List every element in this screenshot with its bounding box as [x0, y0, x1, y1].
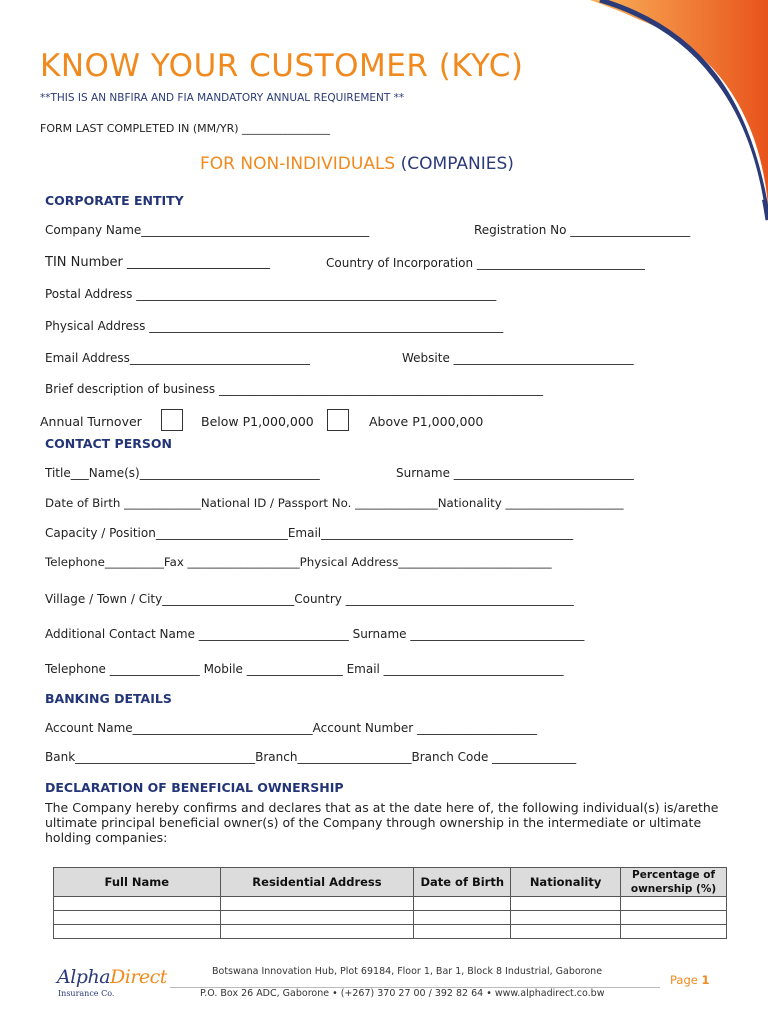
form-last-completed-field[interactable]: FORM LAST COMPLETED IN (MM/YR) ________________: [40, 122, 330, 135]
banking-details-heading: BANKING DETAILS: [45, 691, 172, 706]
alphadirect-logo: [57, 966, 167, 988]
surname-field[interactable]: Surname ______________________________: [396, 466, 634, 480]
companies-label: (COMPANIES): [400, 154, 514, 174]
contact-person-heading: CONTACT PERSON: [45, 436, 172, 451]
bank-branch-row[interactable]: Bank______________________________Branch___________________Branch Code ______________: [45, 750, 577, 764]
table-row[interactable]: [54, 897, 727, 911]
for-non-individuals-label: FOR NON-INDIVIDUALS: [200, 154, 396, 174]
telephone-mobile-email-row[interactable]: Telephone _______________ Mobile ________________ Email ______________________________: [45, 662, 564, 676]
declaration-paragraph: The Company hereby confirms and declares that as at the date here of, the following individual(s) is/arethe ultimate principal beneficial owner(s) of the Company through ownership in the intermediate or ultimate holding companies:: [45, 800, 719, 845]
col-nationality: Nationality: [511, 868, 621, 897]
capacity-email-row[interactable]: Capacity / Position______________________Email__________________________________________: [45, 526, 574, 540]
col-full-name: Full Name: [54, 868, 221, 897]
tin-number-field[interactable]: TIN Number ______________________: [45, 255, 270, 270]
page-num: 1: [701, 973, 710, 987]
table-row[interactable]: [54, 911, 727, 925]
logo-alpha-text: Alpha: [57, 966, 111, 988]
village-country-row[interactable]: Village / Town / City______________________Country ______________________________________: [45, 592, 574, 606]
mandatory-notice: **THIS IS AN NBFIRA AND FIA MANDATORY ANNUAL REQUIREMENT **: [40, 92, 405, 104]
footer-address-line-1: Botswana Innovation Hub, Plot 69184, Floor 1, Bar 1, Block 8 Industrial, Gaborone: [212, 966, 603, 977]
above-threshold-label: Above P1,000,000: [369, 414, 484, 429]
telephone-fax-address-row[interactable]: Telephone__________Fax ___________________Physical Address__________________________: [45, 555, 552, 569]
additional-contact-row[interactable]: Additional Contact Name _________________________ Surname _____________________________: [45, 627, 585, 641]
registration-no-field[interactable]: Registration No ____________________: [474, 223, 691, 237]
country-of-incorporation-field[interactable]: Country of Incorporation ____________________________: [326, 256, 645, 270]
beneficial-ownership-heading: DECLARATION OF BENEFICIAL OWNERSHIP: [45, 780, 344, 795]
title-names-field[interactable]: Title___Name(s)______________________________: [45, 466, 320, 480]
below-threshold-label: Below P1,000,000: [201, 414, 314, 429]
table-row[interactable]: [54, 925, 727, 939]
turnover-below-checkbox[interactable]: [161, 409, 183, 431]
annual-turnover-label: Annual Turnover: [40, 414, 142, 429]
page-label: Page: [670, 973, 698, 987]
turnover-above-checkbox[interactable]: [327, 409, 349, 431]
website-field[interactable]: Website ______________________________: [402, 351, 634, 365]
page-number: [670, 973, 710, 987]
account-row[interactable]: Account Name______________________________Account Number ____________________: [45, 721, 537, 735]
business-description-field[interactable]: Brief description of business ______________________________________________________: [45, 382, 543, 396]
dob-id-nationality-row[interactable]: Date of Birth _____________National ID / Passport No. ______________Nationality ____________________: [45, 496, 624, 510]
physical-address-field[interactable]: Physical Address ___________________________________________________________: [45, 319, 504, 333]
form-category-heading: [200, 154, 514, 174]
page-title: KNOW YOUR CUSTOMER (KYC): [40, 48, 524, 84]
col-date-of-birth: Date of Birth: [414, 868, 511, 897]
logo-direct-text: Direct: [110, 966, 167, 988]
company-name-field[interactable]: Company Name______________________________________: [45, 223, 370, 237]
col-residential-address: Residential Address: [220, 868, 414, 897]
beneficial-owners-table: [53, 867, 727, 939]
email-address-field[interactable]: Email Address______________________________: [45, 351, 310, 365]
logo-subtitle: Insurance Co.: [58, 989, 115, 998]
corporate-entity-heading: CORPORATE ENTITY: [45, 193, 184, 208]
col-percentage-ownership: Percentage of ownership (%): [621, 868, 727, 897]
footer-address-line-2: P.O. Box 26 ADC, Gaborone • (+267) 370 27 00 / 392 82 64 • www.alphadirect.co.bw: [200, 988, 605, 999]
postal-address-field[interactable]: Postal Address ____________________________________________________________: [45, 287, 497, 301]
table-header-row: [54, 868, 727, 897]
